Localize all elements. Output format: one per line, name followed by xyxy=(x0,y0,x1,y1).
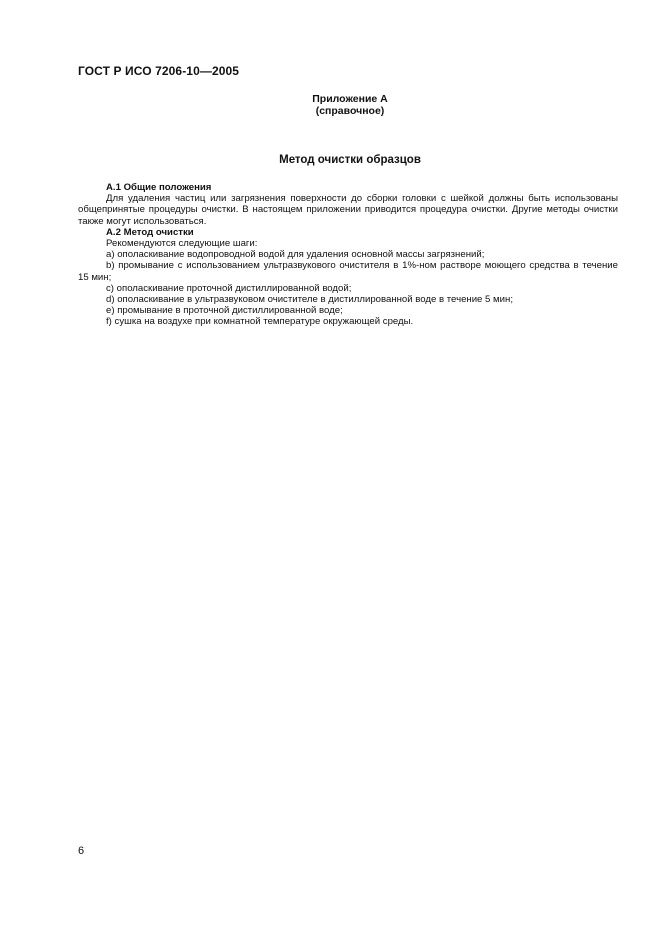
document-body xyxy=(78,182,618,328)
list-item: а) ополаскивание водопроводной водой для удаления основной массы загрязнений; xyxy=(106,249,485,261)
list-item: b) промывание с использованием ультразвукового очистителя в 1%-ном растворе моющего средства в течение 15 мин; xyxy=(78,260,618,283)
page-number: 6 xyxy=(78,845,85,857)
list-item: с) ополаскивание проточной дистиллированной водой; xyxy=(106,282,352,294)
annex-label: Приложение А xyxy=(312,93,388,105)
list-item: f) сушка на воздухе при комнатной температуре окружающей среды. xyxy=(106,316,414,328)
annex-status: (справочное) xyxy=(315,105,385,117)
list-item: е) промывание в проточной дистиллированной воде; xyxy=(106,305,343,317)
annex-heading xyxy=(0,93,661,117)
section-heading-general: А.1 Общие положения xyxy=(106,182,212,193)
section-heading-method: А.2 Метод очистки xyxy=(106,226,194,238)
paragraph-general: Для удаления частиц или загрязнения поверхности до сборки головки с шейкой должны быть использованы общепринятые процедуры очистки. В настоящем приложении приводится процедура очистки. Другие методы очистки также могут использоваться. xyxy=(78,193,618,227)
list-item: d) ополаскивание в ультразвуковом очистителе в дистиллированной воде в течение 5 мин; xyxy=(106,294,513,306)
paragraph-steps-intro: Рекомендуются следующие шаги: xyxy=(106,238,258,250)
standard-header: ГОСТ Р ИСО 7206-10—2005 xyxy=(78,64,240,78)
annex-title: Метод очистки образцов xyxy=(279,154,421,166)
